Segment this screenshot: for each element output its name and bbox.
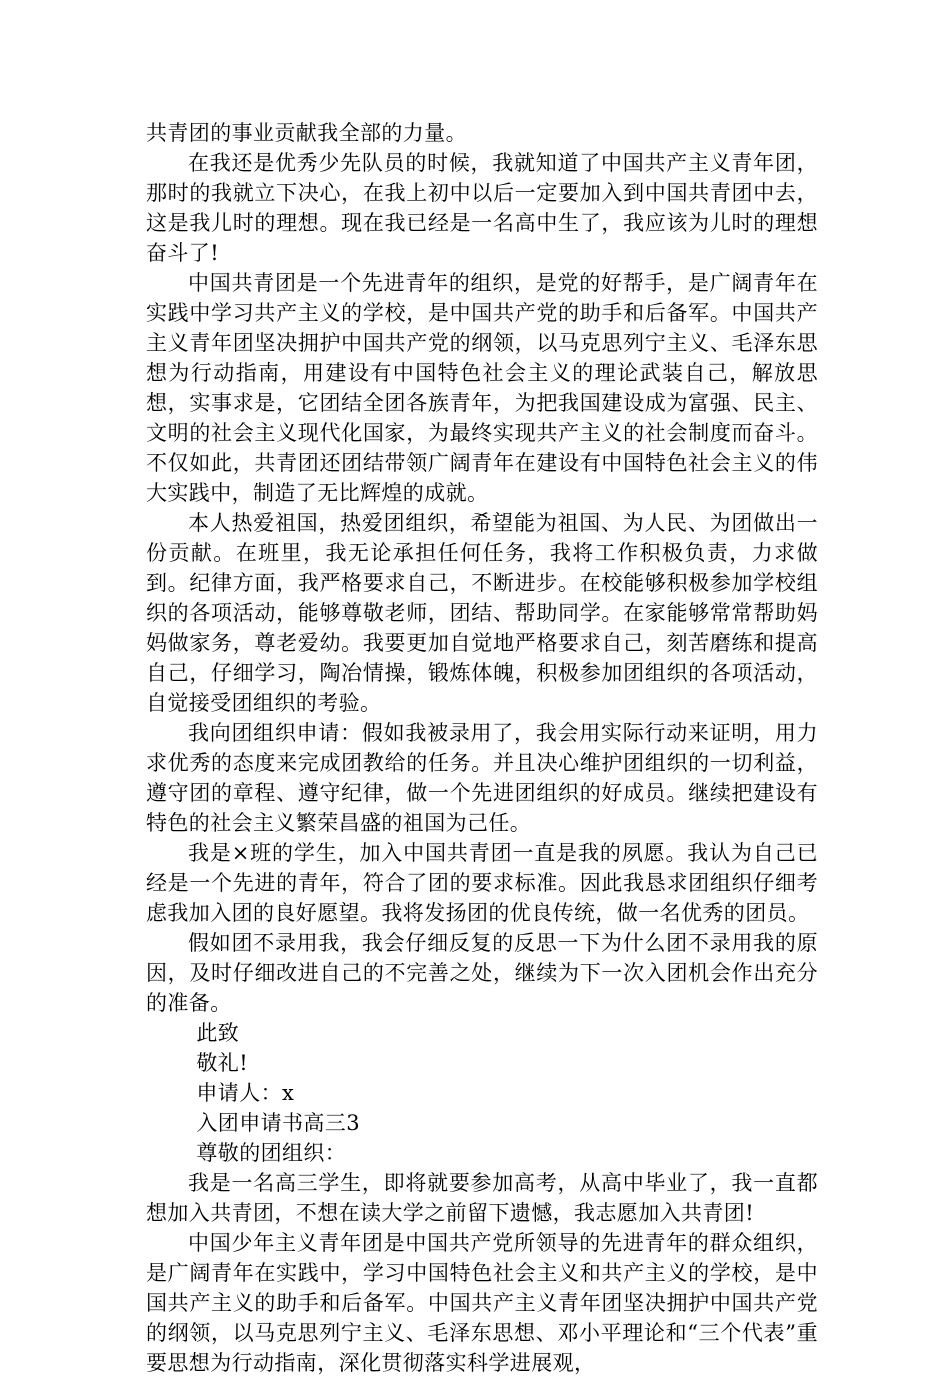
section-title: 入团申请书高三3 xyxy=(196,1111,360,1135)
closing-salutation: 此致 xyxy=(196,1021,240,1045)
paragraph-senior-student: 我是一名高三学生，即将就要参加高考，从高中毕业了，我一直都想加入共青团，不想在读大学之前留下遗憾，我志愿加入共青团! xyxy=(146,1171,818,1225)
document-body xyxy=(146,118,818,1378)
paragraph-if-rejected: 假如团不录用我，我会仔细反复的反思一下为什么团不录用我的原因，及时仔细改进自己的不完善之处，继续为下一次入团机会作出充分的准备。 xyxy=(146,931,818,1015)
paragraph-childhood-ideal: 在我还是优秀少先队员的时候，我就知道了中国共产主义青年团，那时的我就立下决心，在我上初中以后一定要加入到中国共青团中去，这是我儿时的理想。现在我已经是一名高中生了，我应该为儿时的理想奋斗了! xyxy=(146,151,818,265)
greeting-line: 尊敬的团组织： xyxy=(196,1141,347,1165)
paragraph-application-commitment: 我向团组织申请：假如我被录用了，我会用实际行动来证明，用力求优秀的态度来完成团教给的任务。并且决心维护团组织的一切利益，遵守团的章程、遵守纪律，做一个先进团组织的好成员。继续把建设有特色的社会主义繁荣昌盛的祖国为己任。 xyxy=(146,721,818,835)
closing-respect: 敬礼! xyxy=(196,1051,249,1075)
paragraph-class-student: 我是×班的学生，加入中国共青团一直是我的夙愿。我认为自己已经是一个先进的青年，符合了团的要求标准。因此我恳求团组织仔细考虑我加入团的良好愿望。我将发扬团的优良传统，做一名优秀的团员。 xyxy=(146,841,818,925)
applicant-signature-line: 申请人：x xyxy=(196,1081,295,1105)
paragraph-league-nature: 中国少年主义青年团是中国共产党所领导的先进青年的群众组织，是广阔青年在实践中，学习中国特色社会主义和共产主义的学校，是中国共产主义的助手和后备军。中国共产主义青年团坚决拥护中国共产党的纲领，以马克思列宁主义、毛泽东思想、邓小平理论和“三个代表”重要思想为行动指南，深化贯彻落实科学进展观， xyxy=(146,1231,818,1375)
paragraph-about-league: 中国共青团是一个先进青年的组织，是党的好帮手，是广阔青年在实践中学习共产主义的学校，是中国共产党的助手和后备军。中国共产主义青年团坚决拥护中国共产党的纲领，以马克思列宁主义、毛泽东思想为行动指南，用建设有中国特色社会主义的理论武装自己，解放思想，实事求是，它团结全团各族青年，为把我国建设成为富强、民主、文明的社会主义现代化国家，为最终实现共产主义的社会制度而奋斗。不仅如此，共青团还团结带领广阔青年在建设有中国特色社会主义的伟大实践中，制造了无比辉煌的成就。 xyxy=(146,271,818,505)
paragraph-self-description: 本人热爱祖国，热爱团组织，希望能为祖国、为人民、为团做出一份贡献。在班里，我无论承担任何任务，我将工作积极负责，力求做到。纪律方面，我严格要求自己，不断进步。在校能够积极参加学校组织的各项活动，能够尊敬老师，团结、帮助同学。在家能够常常帮助妈妈做家务，尊老爱幼。我要更加自觉地严格要求自己，刻苦磨练和提高自己，仔细学习，陶冶情操，锻炼体魄，积极参加团组织的各项活动，自觉接受团组织的考验。 xyxy=(146,511,818,715)
paragraph-continuation: 共青团的事业贡献我全部的力量。 xyxy=(146,121,467,145)
